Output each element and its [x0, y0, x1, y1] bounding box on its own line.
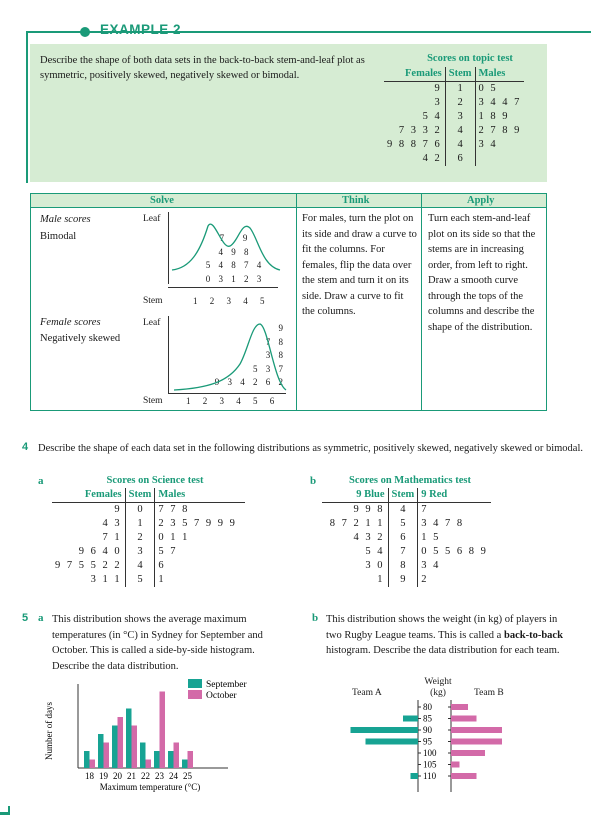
leaf-right: 1 — [158, 574, 166, 585]
bar-team-b — [451, 716, 477, 722]
science-plot-row — [52, 545, 245, 559]
stem-value: 7 — [388, 545, 418, 559]
side-by-side-histogram — [40, 676, 270, 801]
bar-september — [84, 751, 90, 768]
leaf-right: 3 4 7 8 — [421, 518, 465, 529]
x-tick-label: 22 — [141, 771, 150, 781]
leaf-left: 9 7 5 5 2 2 — [55, 560, 122, 571]
example-side-rule — [26, 31, 28, 183]
leaf-right: 0 1 1 — [158, 532, 190, 543]
stem-value: 5 — [388, 517, 418, 531]
stem-value: 2 — [125, 531, 155, 545]
topic-plot-header-row — [384, 67, 524, 82]
column-divider — [421, 193, 422, 411]
q5b-text-a: This distribution shows the weight (in kg) of players in two Rugby League teams. This is called a — [326, 614, 558, 641]
leaf-left: 9 — [434, 83, 442, 94]
leaf-left: 3 — [434, 97, 442, 108]
bar-october — [104, 743, 110, 769]
team-b-label: Team B — [474, 688, 504, 698]
leaf-left: 4 3 2 — [353, 532, 385, 543]
bar-september — [126, 709, 132, 769]
bar-october — [146, 760, 152, 769]
x-tick-label: 19 — [99, 771, 108, 781]
q5a-text: This distribution shows the average maximum temperatures (in °C) in Sydney for September and October. This is called a side-by-side histogram. Describe the data distribution. — [52, 614, 263, 672]
stem-value: 4 — [445, 138, 475, 152]
leaf-left: 9 — [114, 504, 122, 515]
female-leaf-label: Leaf — [143, 318, 161, 328]
weight-tick-label: 80 — [423, 702, 432, 712]
x-tick-label: 24 — [169, 771, 178, 781]
legend-label: September — [206, 680, 247, 690]
stem-value: 5 — [125, 573, 155, 587]
bar-october — [174, 743, 180, 769]
legend-swatch — [188, 690, 202, 699]
leaf-left: 3 0 — [365, 560, 385, 571]
weight-tick-label: 105 — [423, 759, 437, 770]
think-header: Think — [342, 195, 370, 206]
team-a-label: Team A — [352, 688, 382, 698]
science-plot-header-cell: Males — [155, 488, 245, 503]
x-axis-label: Maximum temperature (°C) — [99, 782, 201, 792]
topic-plot-row — [384, 152, 524, 166]
bar-team-b — [451, 704, 468, 710]
maths-stem-leaf-plot — [322, 488, 491, 587]
leaf-row: 7 9 — [219, 233, 251, 243]
example-bullet-icon — [80, 27, 90, 37]
weight-tick-label: 95 — [423, 736, 432, 747]
bar-team-a — [411, 773, 419, 779]
stem-value: 0 — [125, 503, 155, 518]
leaf-row: 9 — [278, 323, 286, 333]
topic-plot-row — [384, 96, 524, 110]
male-answer: Bimodal — [40, 231, 77, 242]
bar-september — [154, 751, 160, 768]
female-curve — [168, 320, 288, 392]
leaf-row: 0 3 1 2 3 — [205, 273, 265, 284]
leaf-left: 8 7 2 1 1 — [329, 518, 385, 529]
bar-team-a — [351, 727, 419, 733]
male-curve — [168, 222, 283, 272]
maths-plot-header-cell: Stem — [388, 488, 418, 503]
male-stem-label: Stem — [143, 296, 163, 306]
legend-swatch — [188, 679, 202, 688]
leaf-left: 5 4 — [365, 546, 385, 557]
leaf-left: 9 8 8 7 6 — [387, 139, 442, 150]
stem-value: 2 — [445, 96, 475, 110]
maths-plot-row — [322, 503, 491, 518]
science-plot-header-cell: Stem — [125, 488, 155, 503]
leaf-left: 9 9 8 — [353, 504, 385, 515]
topic-plot-header-cell: Stem — [445, 67, 475, 82]
page-corner-mark — [8, 806, 10, 815]
stem-value: 3 — [125, 545, 155, 559]
q5b-text — [326, 612, 566, 659]
leaf-row: 5 3 7 — [253, 363, 286, 374]
science-plot-row — [52, 503, 245, 518]
female-stem-label: Stem — [143, 396, 163, 406]
example-title: EXAMPLE 2 — [100, 22, 182, 37]
leaf-left: 4 3 — [102, 518, 122, 529]
q5b-text-b: histogram. Describe the data distribution for each team. — [326, 645, 560, 656]
weight-header: Weight — [424, 677, 452, 687]
leaf-left: 1 — [377, 574, 385, 585]
leaf-right: 0 5 — [478, 83, 498, 94]
maths-plot-row — [322, 545, 491, 559]
q4-number: 4 — [22, 441, 29, 453]
science-plot-header-row — [52, 488, 245, 503]
leaf-row: 3 8 — [265, 350, 286, 360]
weight-tick-label: 85 — [423, 713, 432, 724]
leaf-right: 1 5 — [421, 532, 441, 543]
bar-october — [188, 751, 194, 768]
female-stem-values: 1 2 3 4 5 6 — [186, 396, 280, 406]
leaf-row: 4 9 8 — [218, 246, 252, 257]
stem-value: 3 — [445, 110, 475, 124]
bar-team-b — [451, 750, 485, 756]
x-tick-label: 23 — [155, 771, 164, 781]
leaf-right: 3 4 — [421, 560, 441, 571]
stem-value: 9 — [388, 573, 418, 587]
weight-unit: (kg) — [430, 688, 446, 698]
leaf-row: 7 8 — [265, 336, 286, 347]
x-tick-label: 18 — [85, 771, 94, 781]
bar-october — [160, 692, 166, 769]
bar-team-b — [451, 739, 502, 745]
leaf-right: 1 8 9 — [478, 111, 510, 122]
science-plot-row — [52, 517, 245, 531]
think-text: For males, turn the plot on its side and draw a curve to fit the columns. For females, flip the data over the stem and turn it on its side. Draw a curve to fit the columns. — [302, 213, 417, 317]
leaf-right: 2 — [421, 574, 429, 585]
example-description: Describe the shape of both data sets in the back-to-back stem-and-leaf plot as symmetric, positively skewed, negatively skewed or bimodal. — [40, 55, 365, 81]
leaf-left: 7 1 — [102, 532, 122, 543]
stem-value: 8 — [388, 559, 418, 573]
back-to-back-histogram — [326, 700, 556, 795]
topic-plot-title: Scores on topic test — [427, 53, 513, 64]
maths-plot-title: Scores on Mathematics test — [349, 475, 471, 486]
leaf-right: 7 — [421, 504, 429, 515]
male-stem-axis — [168, 287, 278, 288]
male-scores-label: Male scores — [40, 214, 91, 225]
stem-value: 4 — [388, 503, 418, 518]
y-axis-label: Number of days — [44, 702, 54, 760]
topic-plot-row — [384, 82, 524, 97]
weight-tick-label: 100 — [423, 748, 437, 758]
male-leaf-label: Leaf — [143, 214, 161, 224]
q4a-label: a — [38, 475, 44, 487]
bar-september — [168, 751, 174, 768]
leaf-right: 0 5 5 6 8 9 — [421, 546, 488, 557]
leaf-left: 7 3 3 2 — [398, 125, 442, 136]
apply-header: Apply — [467, 195, 495, 206]
stem-value: 6 — [445, 152, 475, 166]
bar-team-b — [451, 762, 460, 768]
topic-plot-header-cell: Females — [384, 67, 445, 82]
q4b-label: b — [310, 475, 317, 487]
bar-team-b — [451, 773, 477, 779]
x-tick-label: 20 — [113, 771, 122, 781]
science-plot-row — [52, 573, 245, 587]
maths-plot-header-row — [322, 488, 491, 503]
female-stem-axis — [168, 393, 286, 394]
leaf-row: 5 4 8 7 4 — [205, 260, 265, 270]
topic-plot-row — [384, 138, 524, 152]
science-plot-row — [52, 531, 245, 545]
q4-text: Describe the shape of each data set in the following distributions as symmetric, positively skewed, negatively skewed or bimodal. — [38, 443, 583, 454]
apply-text: Turn each stem-and-leaf plot on its side so that the stems are in increasing order, from left to right. Draw a smooth curve through the tops of the columns and describe the shape of the distribution. — [428, 213, 536, 333]
q5b-label: b — [312, 612, 319, 624]
column-divider — [296, 193, 297, 411]
leaf-right: 3 4 4 7 — [478, 97, 522, 108]
topic-plot-row — [384, 110, 524, 124]
male-stem-values: 1 2 3 4 5 — [193, 296, 270, 306]
female-scores-label: Female scores — [40, 317, 101, 328]
leaf-right: 6 — [158, 560, 166, 571]
science-stem-leaf-plot — [52, 488, 245, 587]
bar-september — [182, 760, 188, 769]
science-plot-header-cell: Females — [52, 488, 125, 503]
bar-september — [98, 734, 104, 768]
topic-plot-header-cell: Males — [475, 67, 524, 82]
bar-october — [118, 717, 124, 768]
leaf-left: 3 1 1 — [90, 574, 122, 585]
stem-value: 1 — [125, 517, 155, 531]
maths-plot-row — [322, 531, 491, 545]
solve-header: Solve — [150, 195, 174, 206]
leaf-left: 5 4 — [422, 111, 442, 122]
female-answer: Negatively skewed — [40, 333, 121, 344]
maths-plot-header-cell: 9 Blue — [322, 488, 388, 503]
legend-label: October — [206, 691, 237, 701]
bar-team-a — [403, 716, 418, 722]
bar-october — [90, 760, 96, 769]
maths-plot-header-cell: 9 Red — [418, 488, 491, 503]
topic-plot-row — [384, 124, 524, 138]
weight-tick-label: 110 — [423, 771, 437, 781]
leaf-left: 9 6 4 0 — [78, 546, 122, 557]
leaf-right: 7 7 8 — [158, 504, 190, 515]
bar-team-a — [366, 739, 419, 745]
science-plot-title: Scores on Science test — [106, 475, 204, 486]
maths-plot-row — [322, 573, 491, 587]
x-tick-label: 25 — [183, 771, 192, 781]
weight-tick-label: 90 — [423, 725, 432, 735]
bar-october — [132, 726, 138, 769]
maths-plot-row — [322, 559, 491, 573]
leaf-left: 4 2 — [422, 153, 442, 164]
leaf-right: 5 7 — [158, 546, 178, 557]
stem-value: 4 — [445, 124, 475, 138]
q5b-text-bold: back-to-back — [503, 629, 563, 641]
bar-september — [112, 726, 118, 769]
bar-september — [140, 743, 146, 769]
leaf-row: 9 3 4 2 6 2 — [214, 377, 286, 387]
maths-plot-row — [322, 517, 491, 531]
leaf-right: 2 7 8 9 — [478, 125, 522, 136]
topic-stem-leaf-plot — [384, 67, 524, 166]
leaf-right: 3 4 — [478, 139, 498, 150]
science-plot-row — [52, 559, 245, 573]
leaf-right — [475, 152, 524, 166]
stem-value: 6 — [388, 531, 418, 545]
q5a-label: a — [38, 612, 44, 624]
stem-value: 1 — [445, 82, 475, 97]
leaf-right: 2 3 5 7 9 9 9 — [158, 518, 237, 529]
bar-team-b — [451, 727, 502, 733]
q5-number: 5 — [22, 612, 29, 624]
stem-value: 4 — [125, 559, 155, 573]
x-tick-label: 21 — [127, 771, 136, 781]
